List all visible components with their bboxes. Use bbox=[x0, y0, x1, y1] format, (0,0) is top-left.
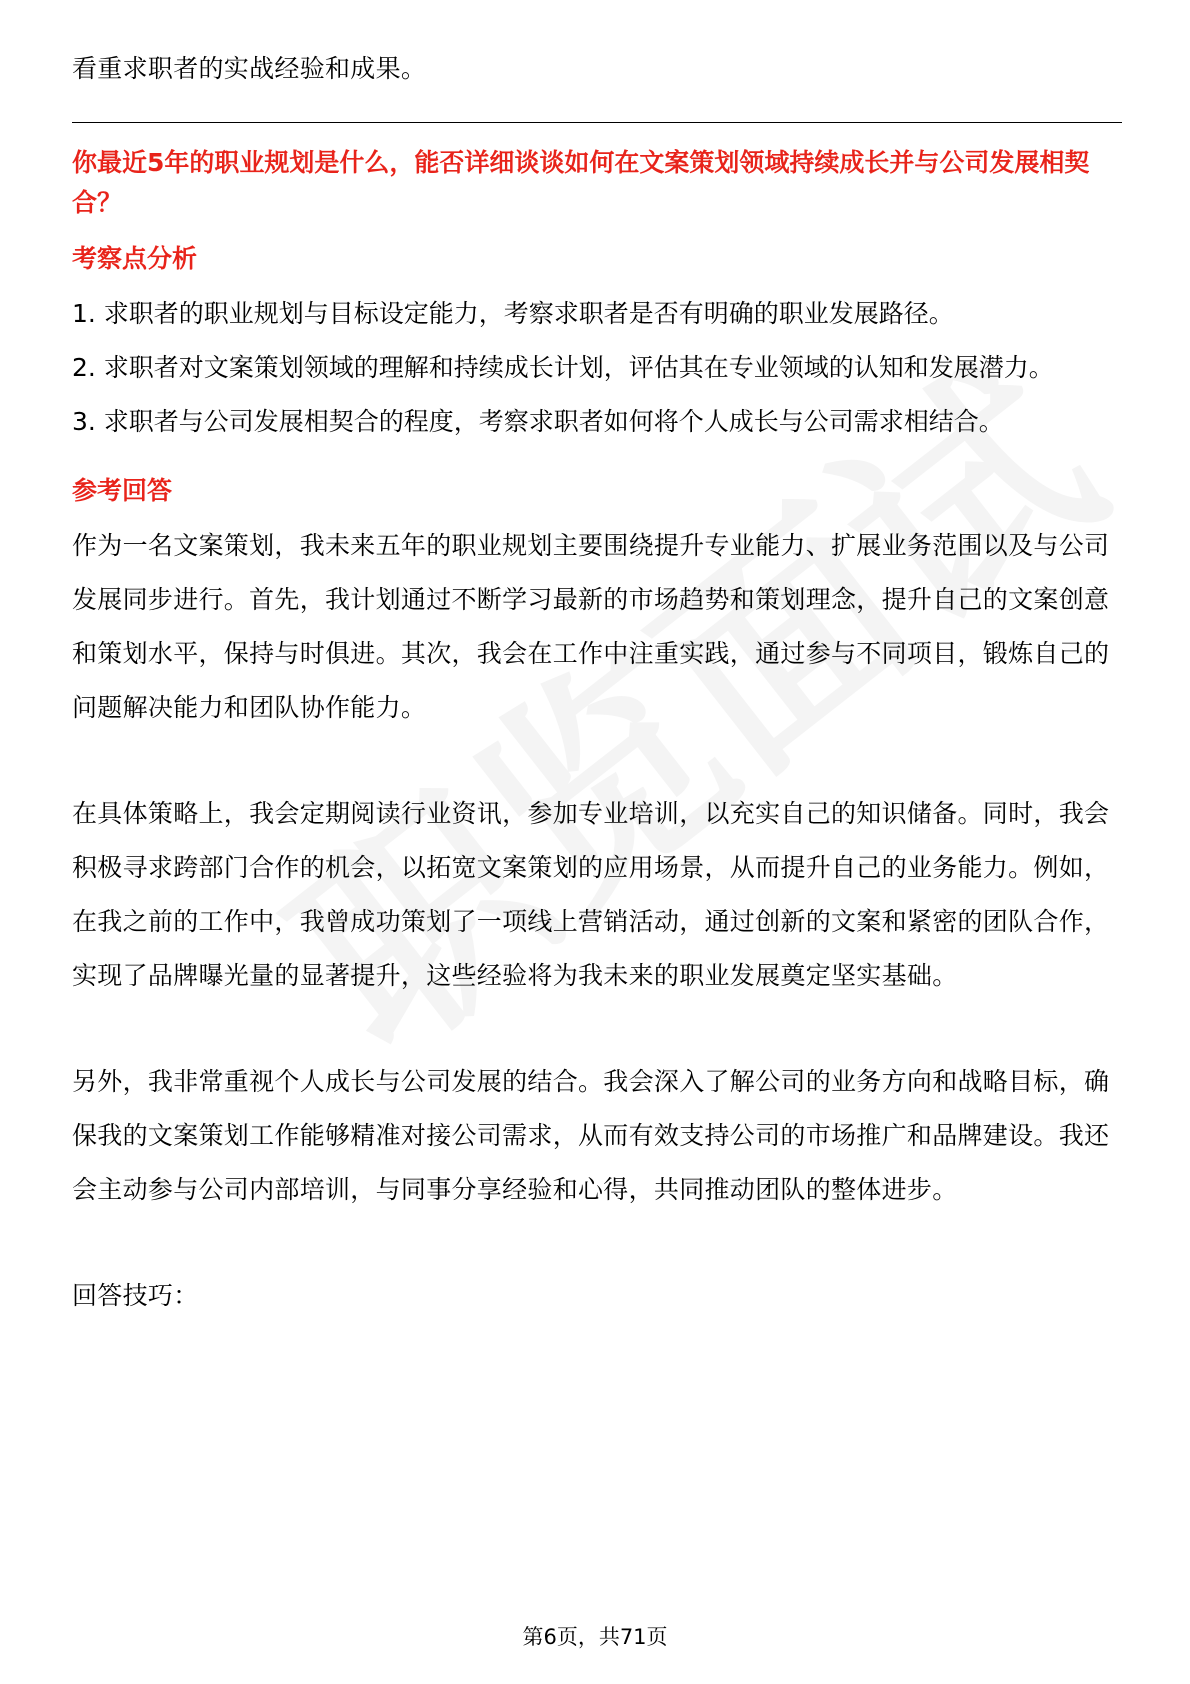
answer-paragraph: 作为一名文案策划，我未来五年的职业规划主要围绕提升专业能力、扩展业务范围以及与公司发展同步进行。首先，我计划通过不断学习最新的市场趋势和策划理念，提升自己的文案创意和策划水平，保持与时俱进。其次，我会在工作中注重实践，通过参与不同项目，锻炼自己的问题解决能力和团队协作能力。 bbox=[72, 531, 1110, 722]
section-divider bbox=[72, 122, 1122, 123]
answer-paragraph: 在具体策略上，我会定期阅读行业资讯，参加专业培训，以充实自己的知识储备。同时，我会积极寻求跨部门合作的机会，以拓宽文案策划的应用场景，从而提升自己的业务能力。例如，在我之前的工作中，我曾成功策划了一项线上营销活动，通过创新的文案和紧密的团队合作，实现了品牌曝光量的显著提升，这些经验将为我未来的职业发展奠定坚实基础。 bbox=[72, 799, 1110, 990]
analysis-item: 1. 求职者的职业规划与目标设定能力，考察求职者是否有明确的职业发展路径。 bbox=[72, 299, 954, 328]
question-heading: 你最近5年的职业规划是什么，能否详细谈谈如何在文案策划领域持续成长并与公司发展相契合？ bbox=[72, 148, 1090, 217]
analysis-list bbox=[72, 287, 1122, 449]
analysis-title: 考察点分析 bbox=[72, 244, 198, 273]
analysis-item: 3. 求职者与公司发展相契合的程度，考察求职者如何将个人成长与公司需求相结合。 bbox=[72, 407, 1004, 436]
page-content bbox=[72, 42, 1122, 1323]
tips-label: 回答技巧： bbox=[72, 1281, 199, 1310]
answer-paragraph: 另外，我非常重视个人成长与公司发展的结合。我会深入了解公司的业务方向和战略目标，确保我的文案策划工作能够精准对接公司需求，从而有效支持公司的市场推广和品牌建设。我还会主动参与公司内部培训，与同事分享经验和心得，共同推动团队的整体进步。 bbox=[72, 1067, 1110, 1204]
page-number-footer: 第6页，共71页 bbox=[522, 1625, 668, 1649]
analysis-item: 2. 求职者对文案策划领域的理解和持续成长计划，评估其在专业领域的认知和发展潜力。 bbox=[72, 353, 1054, 382]
intro-tail-text: 看重求职者的实战经验和成果。 bbox=[72, 54, 427, 83]
answer-title: 参考回答 bbox=[72, 476, 173, 505]
